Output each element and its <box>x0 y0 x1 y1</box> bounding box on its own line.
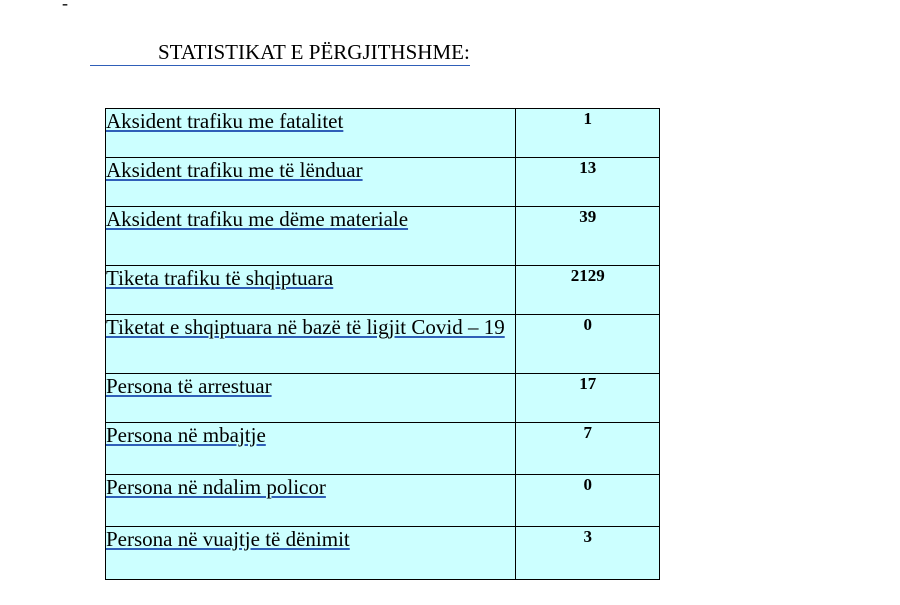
row-label: Persona në vuajtje të dënimit <box>106 527 350 551</box>
row-label: Aksident trafiku me dëme materiale <box>106 207 409 231</box>
row-label-cell <box>106 315 516 374</box>
table-row <box>106 207 660 266</box>
row-value: 17 <box>516 374 660 423</box>
row-value: 3 <box>516 527 660 580</box>
row-label: Aksident trafiku me fatalitet <box>106 109 344 133</box>
row-label: Tiketa trafiku të shqiptuara <box>106 266 334 290</box>
row-value: 0 <box>516 315 660 374</box>
row-label: Persona në mbajtje <box>106 423 266 447</box>
row-label: Persona në ndalim policor <box>106 475 326 499</box>
top-dash-mark: - <box>62 0 68 13</box>
table-row <box>106 266 660 315</box>
row-label-cell <box>106 266 516 315</box>
table-row <box>106 527 660 580</box>
table-row <box>106 374 660 423</box>
row-label-cell <box>106 527 516 580</box>
row-label-cell <box>106 207 516 266</box>
row-value: 0 <box>516 475 660 527</box>
row-label: Aksident trafiku me të lënduar <box>106 158 363 182</box>
statistics-table <box>105 108 660 580</box>
row-value: 2129 <box>516 266 660 315</box>
row-label: Persona të arrestuar <box>106 374 272 398</box>
row-value: 7 <box>516 423 660 475</box>
row-label: Tiketat e shqiptuara në bazë të ligjit Covid – 19 <box>106 315 505 339</box>
row-value: 39 <box>516 207 660 266</box>
row-label-cell <box>106 475 516 527</box>
table-row <box>106 423 660 475</box>
document-heading: STATISTIKAT E PËRGJITHSHME: <box>90 40 470 66</box>
table-row <box>106 109 660 158</box>
table-row <box>106 315 660 374</box>
row-label-cell <box>106 109 516 158</box>
table-row <box>106 158 660 207</box>
row-label-cell <box>106 374 516 423</box>
row-label-cell <box>106 423 516 475</box>
table-row <box>106 475 660 527</box>
row-label-cell <box>106 158 516 207</box>
row-value: 1 <box>516 109 660 158</box>
row-value: 13 <box>516 158 660 207</box>
